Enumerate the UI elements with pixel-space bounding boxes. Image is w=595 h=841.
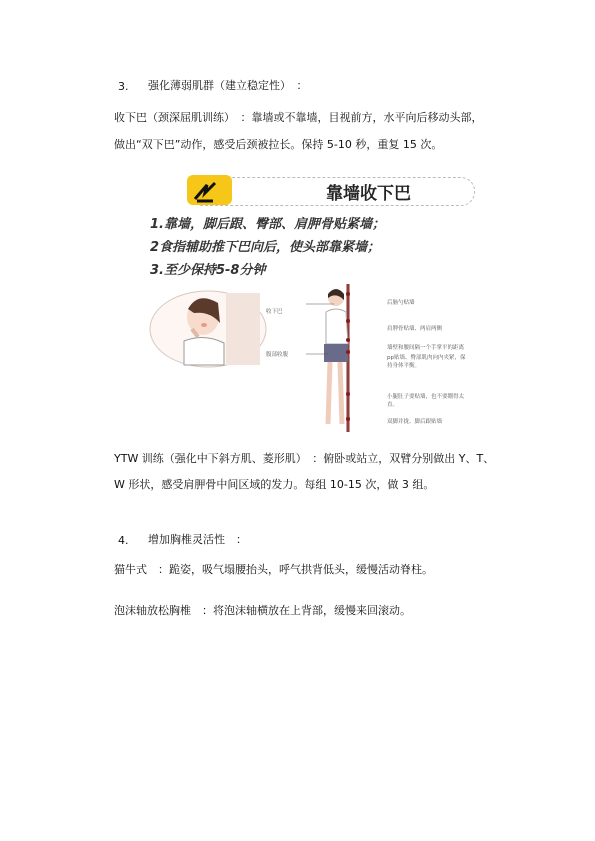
ytw-text-line2: W 形状，感受肩胛骨中间区域的发力。每组 10-15 次，做 3 组。	[114, 478, 435, 491]
chin-tuck-text-line2: 做出“双下巴”动作，感受后颈被拉长。保持 5-10 秒，重复 15 次。	[114, 138, 443, 151]
right-label-4: pp贴墙、臀部肌肉向内夹紧，保持身体平衡。	[387, 355, 466, 369]
step-3: 3.至少保持5-8分钟	[150, 263, 266, 278]
right-label-3: 墙壁和腰间隔一个手掌平的距离	[387, 345, 465, 351]
section-3-title: 强化薄弱肌群（建立稳定性） ：	[148, 79, 308, 92]
foam-roller-text: 泡沫轴放松胸椎 ：将泡沫轴横放在上背部，缓慢来回滚动。	[114, 604, 411, 617]
section-3-number: 3.	[118, 80, 129, 93]
left-label-chin: 收下巴	[266, 309, 283, 315]
left-label-abdomen: 腹部收腹	[266, 352, 289, 358]
right-label-5: 小腿肚子要贴墙，也不要绷得太直。	[387, 394, 465, 408]
cat-cow-text: 猫牛式 ：跪姿，吸气塌腰抬头，呼气拱背低头，缓慢活动脊柱。	[114, 563, 433, 576]
lightning-logo-icon	[187, 175, 232, 205]
ytw-text-line1: YTW 训练（强化中下斜方肌、菱形肌） ：俯卧或站立，双臂分别做出 Y、T、	[114, 452, 495, 465]
right-label-2: 肩胛骨贴墙、两肩两侧	[387, 326, 443, 332]
step-2: 2食指辅助推下巴向后，使头部靠紧墙；	[150, 240, 381, 255]
right-label-6: 双脚并拢、脚后跟贴墙	[387, 419, 443, 425]
infographic-title: 靠墙收下巴	[326, 184, 411, 204]
section-4-title: 增加胸椎灵活性 ：	[148, 533, 247, 546]
chin-tuck-closeup-illustration	[148, 289, 268, 369]
chin-tuck-text-line1: 收下巴（颈深屈肌训练） ：靠墙或不靠墙，目视前方，水平向后移动头部，	[114, 111, 483, 124]
step-1: 1.靠墙，脚后跟、臀部、肩胛骨贴紧墙；	[150, 217, 385, 232]
chin-tuck-infographic	[148, 167, 480, 432]
standing-figure-illustration	[306, 284, 366, 432]
section-4-number: 4.	[118, 534, 129, 547]
right-label-1: 后脑勺贴墙	[387, 300, 415, 306]
